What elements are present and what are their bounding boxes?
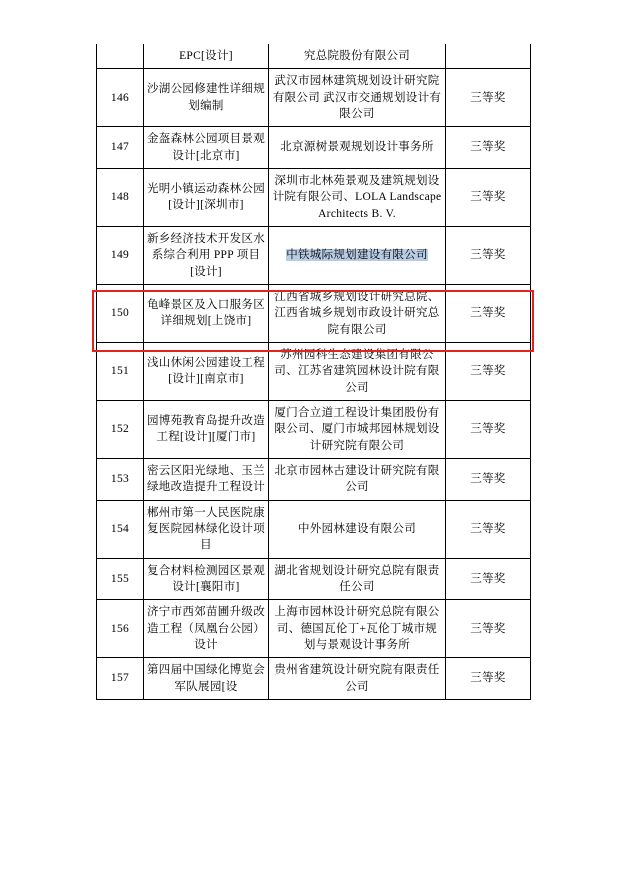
row-no: 148 (97, 168, 144, 226)
row-project-name: 金盔森林公园项目景观设计[北京市] (144, 127, 269, 169)
row-prize: 三等奖 (446, 168, 531, 226)
row-organization: 深圳市北林苑景观及建筑规划设计院有限公司、LOLA Landscape Architects B. V. (269, 168, 446, 226)
row-no: 147 (97, 127, 144, 169)
row-no: 146 (97, 69, 144, 127)
row-project-name: 新乡经济技术开发区水系综合利用 PPP 项目[设计] (144, 226, 269, 284)
row-organization: 北京源树景观规划设计事务所 (269, 127, 446, 169)
row-no: 155 (97, 558, 144, 600)
selected-text: 中铁城际规划建设有限公司 (286, 249, 428, 262)
row-no: 156 (97, 600, 144, 658)
row-prize: 三等奖 (446, 284, 531, 342)
award-list-table (96, 44, 531, 700)
row-prize: 三等奖 (446, 226, 531, 284)
row-project-name: 密云区阳光绿地、玉兰绿地改造提升工程设计 (144, 458, 269, 500)
row-organization: 贵州省建筑设计研究院有限责任公司 (269, 658, 446, 700)
row-project-name: 济宁市西郊苗圃升级改造工程（凤凰台公园）设计 (144, 600, 269, 658)
table-row (97, 69, 531, 127)
row-organization: 武汉市园林建筑规划设计研究院有限公司 武汉市交通规划设计有限公司 (269, 69, 446, 127)
row-project-name: 园博苑教育岛提升改造工程[设计][厦门市] (144, 400, 269, 458)
table-row (97, 658, 531, 700)
row-project-name: 复合材料检测园区景观设计[襄阳市] (144, 558, 269, 600)
row-prize: 三等奖 (446, 558, 531, 600)
table-row (97, 500, 531, 558)
row-prize: 三等奖 (446, 658, 531, 700)
row-prize: 三等奖 (446, 458, 531, 500)
row-no: 150 (97, 284, 144, 342)
row-organization: 究总院股份有限公司 (269, 44, 446, 69)
row-no: 157 (97, 658, 144, 700)
row-project-name: 光明小镇运动森林公园[设计][深圳市] (144, 168, 269, 226)
table-row (97, 558, 531, 600)
row-organization: 湖北省规划设计研究总院有限责任公司 (269, 558, 446, 600)
row-organization: 厦门合立道工程设计集团股份有限公司、厦门市城邦园林规划设计研究院有限公司 (269, 400, 446, 458)
table-row (97, 168, 531, 226)
row-organization: 北京市园林古建设计研究院有限公司 (269, 458, 446, 500)
row-prize: 三等奖 (446, 500, 531, 558)
row-prize: 三等奖 (446, 600, 531, 658)
row-organization: 中外园林建设有限公司 (269, 500, 446, 558)
row-organization: 上海市园林设计研究总院有限公司、德国瓦伦丁+瓦伦丁城市规划与景观设计事务所 (269, 600, 446, 658)
row-prize (446, 44, 531, 69)
row-organization (269, 226, 446, 284)
row-prize: 三等奖 (446, 69, 531, 127)
row-no: 153 (97, 458, 144, 500)
row-prize: 三等奖 (446, 342, 531, 400)
table-row (97, 127, 531, 169)
row-no: 152 (97, 400, 144, 458)
table-row (97, 284, 531, 342)
row-prize: 三等奖 (446, 400, 531, 458)
row-project-name: 浅山休闲公园建设工程[设计][南京市] (144, 342, 269, 400)
row-no: 149 (97, 226, 144, 284)
row-prize: 三等奖 (446, 127, 531, 169)
row-organization: 苏州园科生态建设集团有限公司、江苏省建筑园林设计院有限公司 (269, 342, 446, 400)
table-row (97, 400, 531, 458)
row-organization: 江西省城乡规划设计研究总院、江西省城乡规划市政设计研究总院有限公司 (269, 284, 446, 342)
row-project-name: 郴州市第一人民医院康复医院园林绿化设计项目 (144, 500, 269, 558)
row-no: 151 (97, 342, 144, 400)
row-project-name: 龟峰景区及入口服务区详细规划[上饶市] (144, 284, 269, 342)
row-no: 154 (97, 500, 144, 558)
row-no (97, 44, 144, 69)
row-project-name: 第四届中国绿化博览会军队展园[设 (144, 658, 269, 700)
table-row (97, 342, 531, 400)
table-body (97, 44, 531, 699)
row-project-name: 沙湖公园修建性详细规划编制 (144, 69, 269, 127)
row-project-name: EPC[设计] (144, 44, 269, 69)
table-row-highlighted (97, 226, 531, 284)
table-row (97, 44, 531, 69)
table-row (97, 600, 531, 658)
table-row (97, 458, 531, 500)
